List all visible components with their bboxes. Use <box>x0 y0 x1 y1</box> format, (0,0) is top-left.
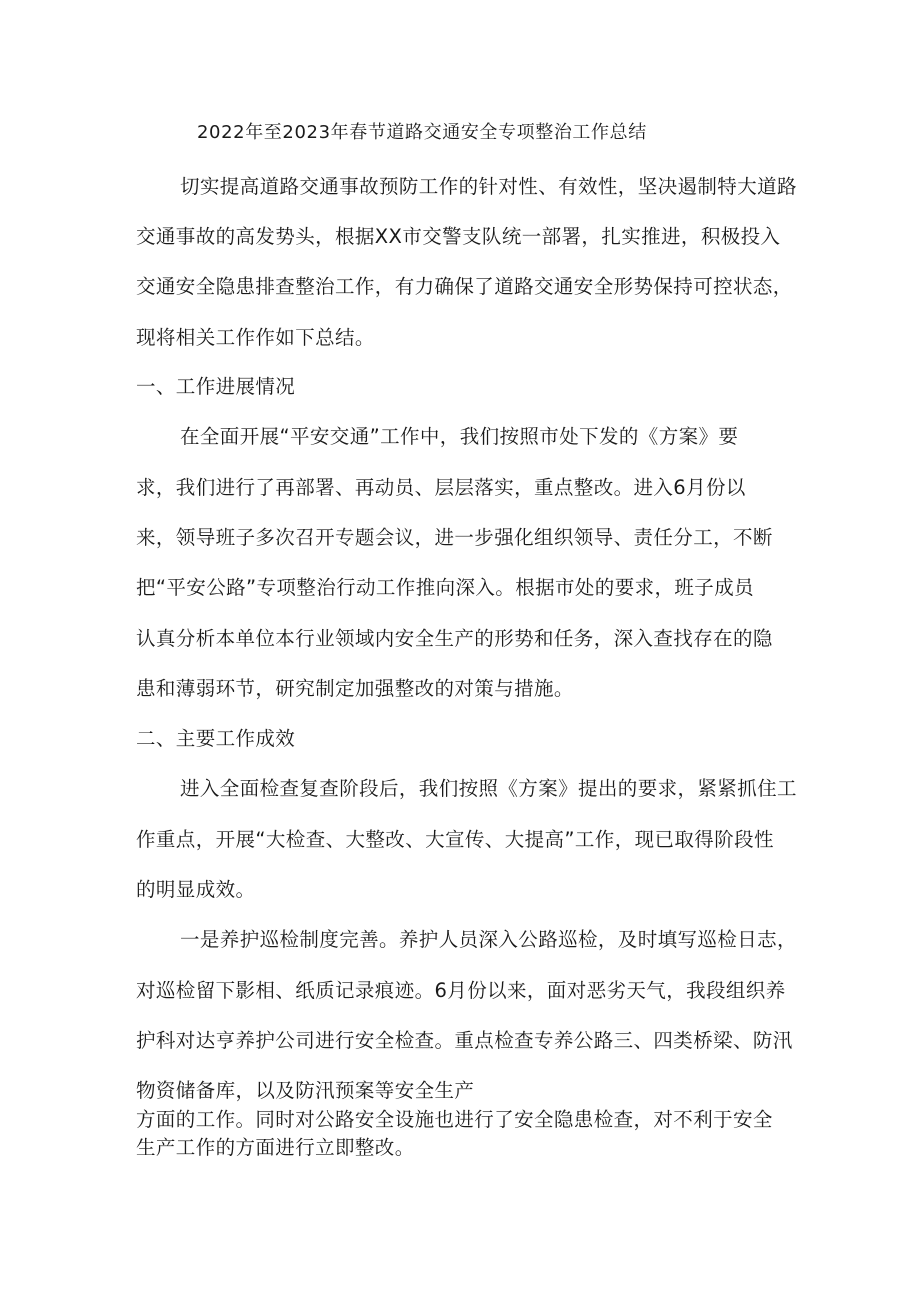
paragraph-line: 切实提高道路交通事故预防工作的针对性、有效性，坚决遏制特大道路 <box>180 175 797 198</box>
paragraph-line: 物资储备库，以及防汛预案等安全生产 <box>136 1079 475 1102</box>
paragraph-line: 一是养护巡检制度完善。养护人员深入公路巡检，及时填写巡检日志， <box>180 928 797 951</box>
section-heading: 一、工作进展情况 <box>136 375 296 398</box>
paragraph-line: 交通安全隐患排查整治工作，有力确保了道路交通安全形势保持可控状态， <box>136 275 793 298</box>
paragraph-line: 交通事故的高发势头，根据XX市交警支队统一部署，扎实推进，积极投入 <box>136 225 781 248</box>
paragraph-line: 在全面开展“平安交通”工作中，我们按照市处下发的《方案》要 <box>180 425 739 448</box>
paragraph-line: 来，领导班子多次召开专题会议，进一步强化组织领导、责任分工，不断 <box>136 526 773 549</box>
paragraph-line: 作重点，开展“大检查、大整改、大宣传、大提高”工作，现已取得阶段性 <box>136 828 774 851</box>
paragraph-line: 生产工作的方面进行立即整改。 <box>136 1136 415 1159</box>
paragraph-line: 把“平安公路”专项整治行动工作推向深入。根据市处的要求，班子成员 <box>136 576 755 599</box>
document-title: 2022年至2023年春节道路交通安全专项整治工作总结 <box>197 122 647 143</box>
paragraph-line: 认真分析本单位本行业领域内安全生产的形势和任务，深入查找存在的隐 <box>136 627 773 650</box>
paragraph-line: 的明显成效。 <box>136 878 256 901</box>
paragraph-line: 求，我们进行了再部署、再动员、层层落实，重点整改。进入6月份以 <box>136 476 746 499</box>
paragraph-line: 对巡检留下影相、纸质记录痕迹。6月份以来，面对恶劣天气，我段组织养 <box>136 979 786 1002</box>
paragraph-line: 患和薄弱环节，研究制定加强整改的对策与措施。 <box>136 677 574 700</box>
section-heading: 二、主要工作成效 <box>136 727 296 750</box>
paragraph-line: 护科对达亨养护公司进行安全检查。重点检查专养公路三、四类桥梁、防汛 <box>136 1029 793 1052</box>
paragraph-line: 方面的工作。同时对公路安全设施也进行了安全隐患检查，对不利于安全 <box>136 1108 773 1131</box>
paragraph-line: 现将相关工作作如下总结。 <box>136 326 375 349</box>
paragraph-line: 进入全面检查复查阶段后，我们按照《方案》提出的要求，紧紧抓住工 <box>180 777 797 800</box>
